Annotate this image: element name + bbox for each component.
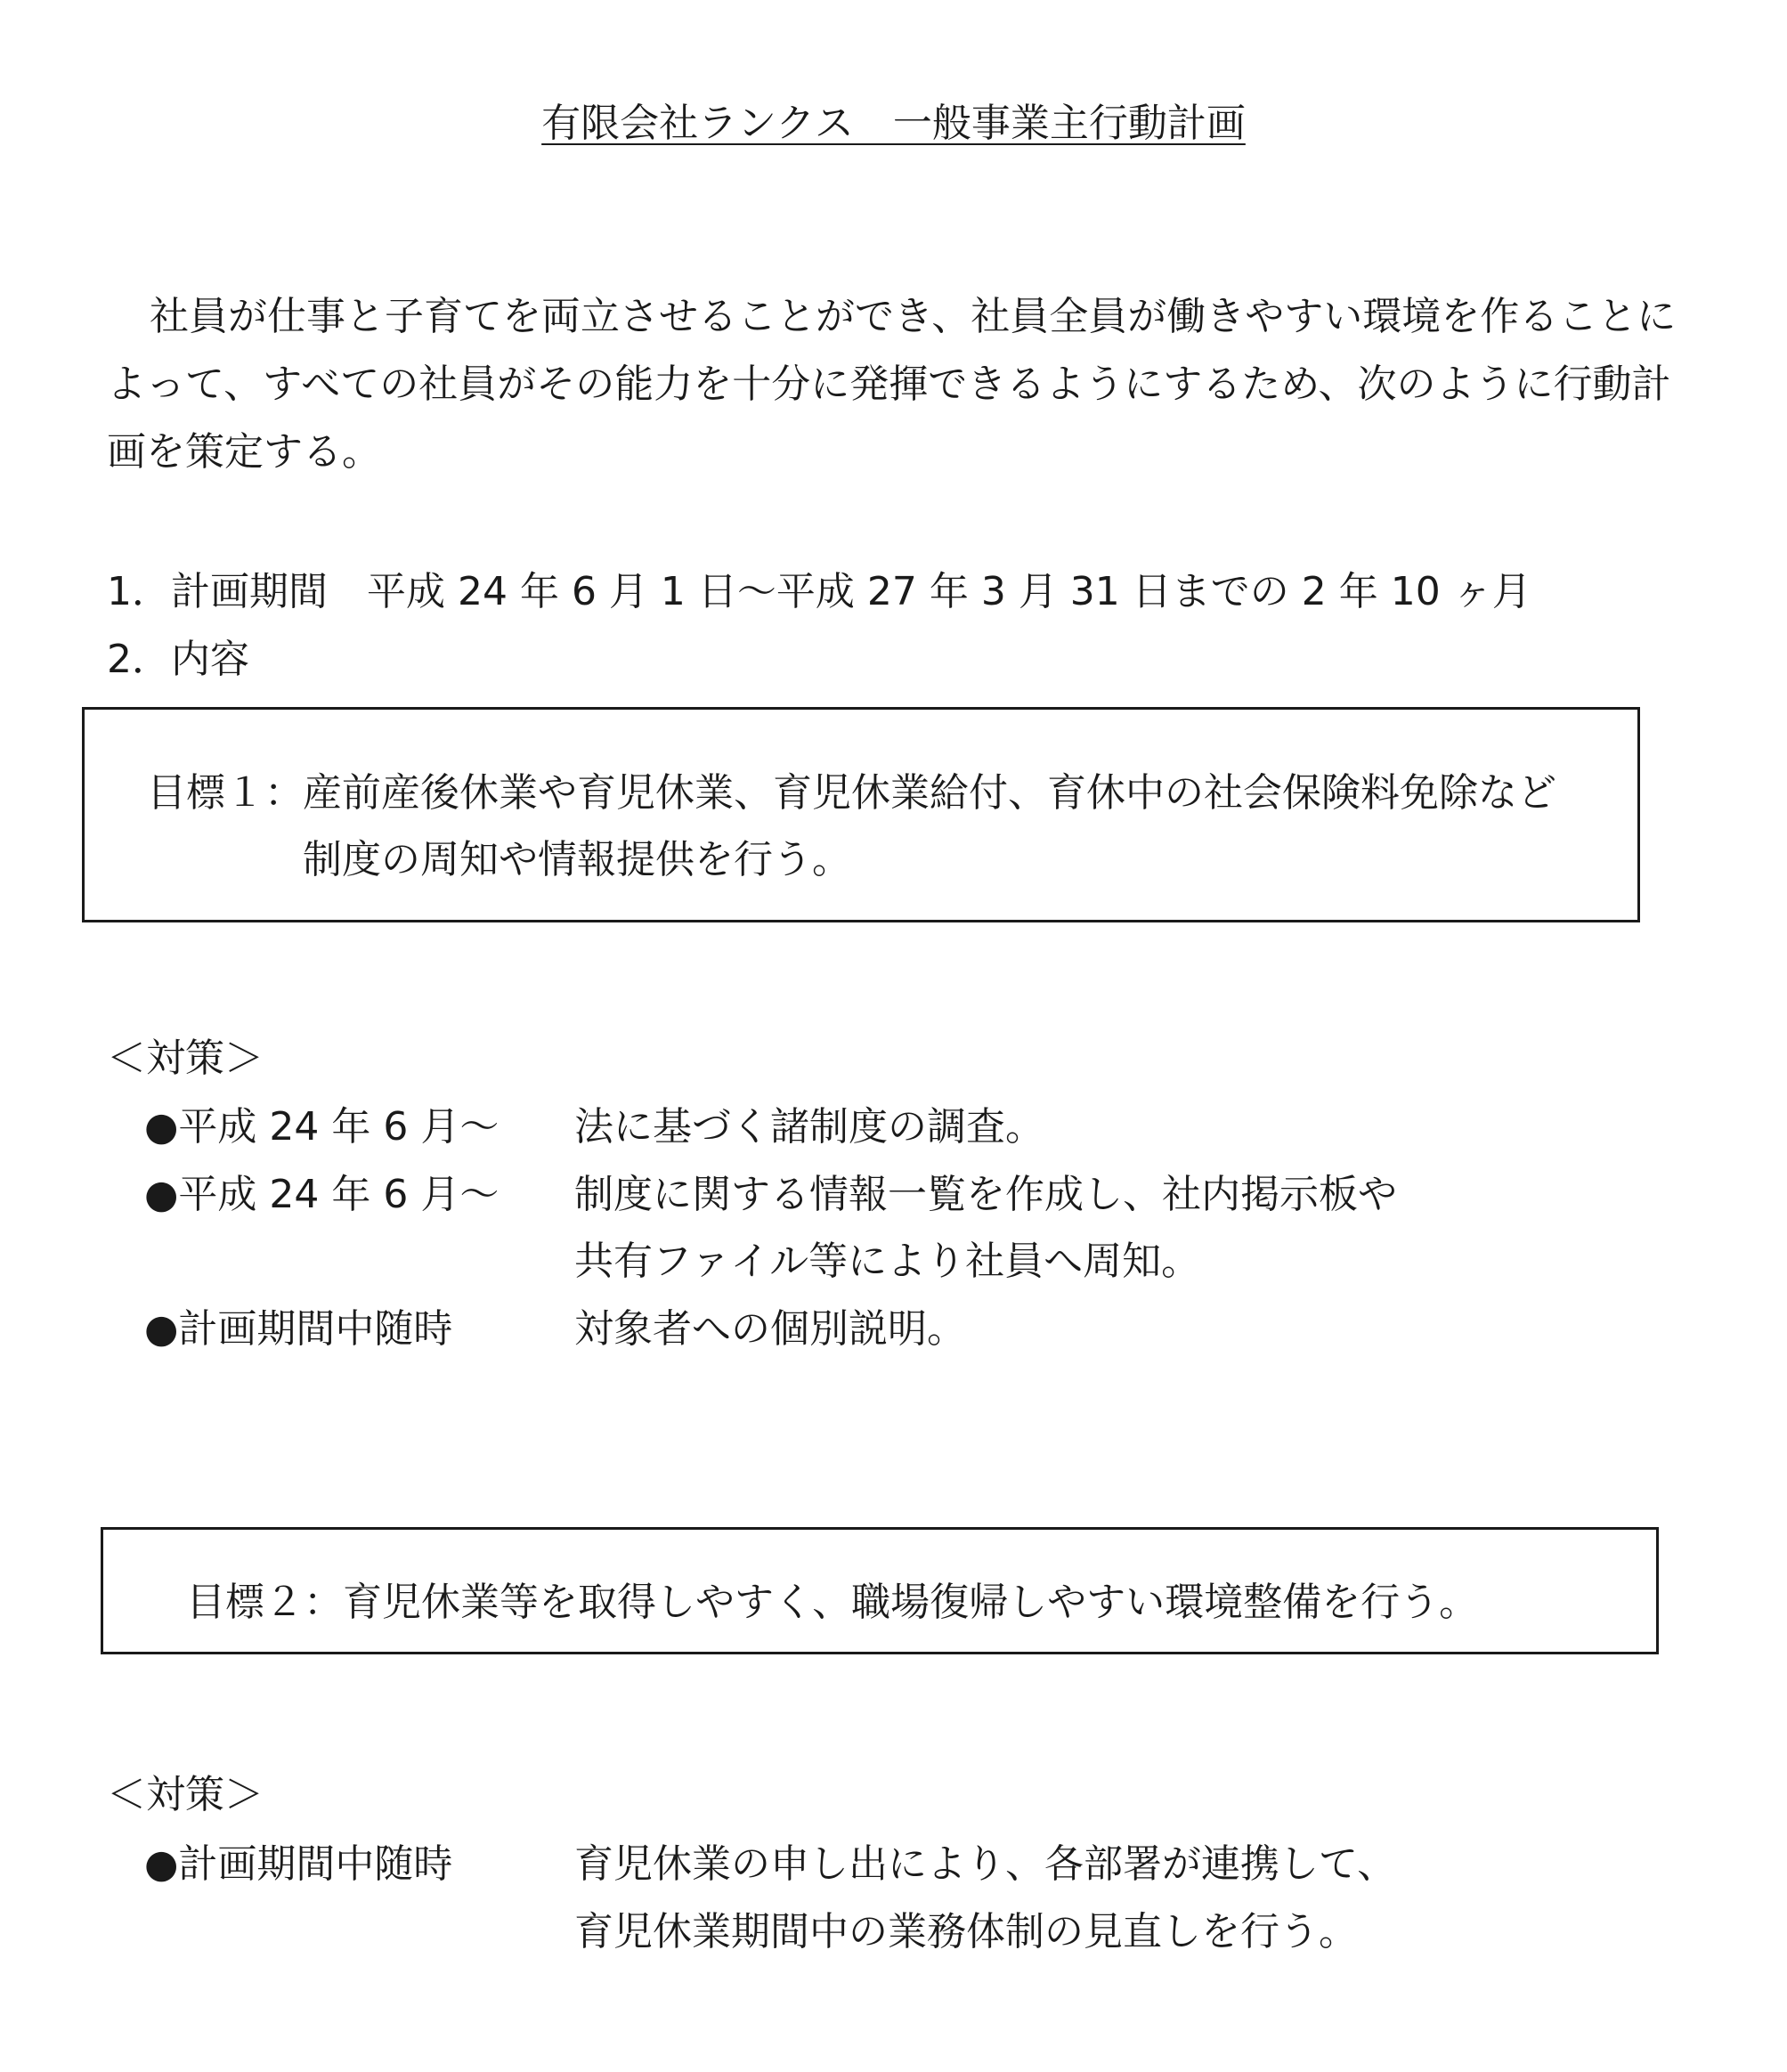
- intro-paragraph: [107, 283, 1676, 486]
- intro-line-3: 画を策定する。: [107, 429, 381, 475]
- measure-2-1-what-line-1: 育児休業の申し出により、各部署が連携して、: [574, 1841, 1397, 1887]
- goal-2-text: 目標２：育児休業等を取得しやすく、職場復帰しやすい環境整備を行う。: [186, 1580, 1479, 1625]
- goal-1-label: 目標１：: [147, 770, 304, 816]
- measure-1-3-when: ●計画期間中随時: [144, 1306, 453, 1352]
- measure-1-2-what-line-1: 制度に関する情報一覧を作成し、社内掲示板や: [574, 1172, 1397, 1217]
- goal-1-line-2: 制度の周知や情報提供を行う。: [303, 837, 851, 882]
- intro-line-1: 社員が仕事と子育てを両立させることができ、社員全員が働きやすい環境を作ることに: [150, 294, 1677, 339]
- goal-1-box: [82, 707, 1640, 922]
- document-title: 有限会社ランクス 一般事業主行動計画: [541, 101, 1246, 146]
- measure-1-1-when: ●平成 24 年 6 月～: [144, 1104, 500, 1150]
- measures-2-heading: ＜対策＞: [107, 1772, 264, 1817]
- measure-2-1-when: ●計画期間中随時: [144, 1841, 453, 1887]
- measure-1-2-when: ●平成 24 年 6 月～: [144, 1172, 500, 1217]
- goal-2-box: [101, 1527, 1659, 1654]
- measure-1-3-what: 対象者への個別説明。: [574, 1306, 966, 1352]
- measures-1-heading: ＜対策＞: [107, 1036, 264, 1081]
- measure-1-2-what-line-2: 共有ファイル等により社員へ周知。: [574, 1239, 1201, 1284]
- plan-period: 1．計画期間 平成 24 年 6 月 1 日～平成 27 年 3 月 31 日までの 2 年 10 ヶ月: [107, 569, 1531, 614]
- measure-1-1-what: 法に基づく諸制度の調査。: [574, 1104, 1044, 1150]
- contents-heading: 2．内容: [107, 637, 249, 682]
- measure-2-1-what-line-2: 育児休業期間中の業務体制の見直しを行う。: [574, 1909, 1358, 1954]
- intro-line-2: よって、すべての社員がその能力を十分に発揮できるようにするため、次のように行動計: [107, 362, 1671, 407]
- goal-1-line-1: 産前産後休業や育児休業、育児休業給付、育休中の社会保険料免除など: [303, 770, 1556, 816]
